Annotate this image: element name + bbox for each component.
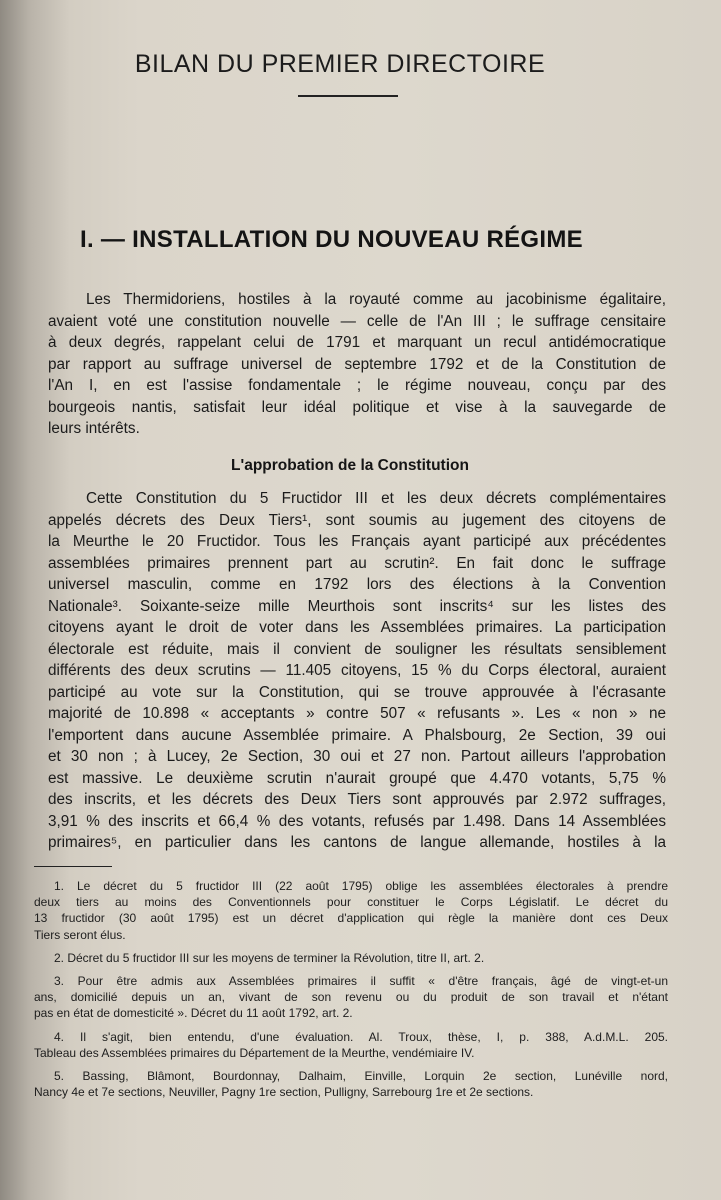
text-line: électorale est réduite, mais il convient de souligner les résultats sensiblement xyxy=(48,640,666,658)
footnote-line: ans, domicilié depuis un an, vivant de son revenu ou du produit de son travail et n'étant xyxy=(34,990,668,1005)
text-line: bourgeois nantis, satisfait leur idéal politique et vise à la sauvegarde de xyxy=(48,398,666,416)
text-line: différents des deux scrutins — 11.405 citoyens, 15 % du Corps électoral, auraient xyxy=(48,662,666,679)
footnote-line: 5. Bassing, Blâmont, Bourdonnay, Dalhaim, Einville, Lorquin 2e section, Lunéville nord, xyxy=(54,1069,668,1084)
text-line: Nationale³. Soixante-seize mille Meurthois sont inscrits⁴ sur les listes des xyxy=(48,597,666,615)
footnote-3 xyxy=(34,973,668,1022)
footnote-rule xyxy=(34,866,112,867)
footnote-line: 2. Décret du 5 fructidor III sur les moyens de terminer la Révolution, titre II, art. 2. xyxy=(54,950,485,965)
text-line: leurs intérêts. xyxy=(48,420,140,437)
text-line: par rapport au suffrage universel de septembre 1792 et de la Constitution de xyxy=(48,355,666,373)
footnote-line: 13 fructidor (30 août 1795) est un décret d'application qui règle la manière dont ces Deux xyxy=(34,911,668,926)
footnote-line: Tableau des Assemblées primaires du Département de la Meurthe, vendémiaire IV. xyxy=(34,1045,475,1060)
text-line: à deux degrés, rappelant celui de 1791 et marquant un recul antidémocratique xyxy=(48,334,666,351)
footnote-line: 1. Le décret du 5 fructidor III (22 août 1795) oblige les assemblées électorales à prendre xyxy=(54,879,668,893)
text-line: Les Thermidoriens, hostiles à la royauté comme au jacobinisme égalitaire, xyxy=(86,291,666,308)
footnotes xyxy=(34,878,668,1107)
text-line: des inscrits, et les décrets des Deux Tiers sont approuvés par 2.972 suffrages, xyxy=(48,791,666,808)
footnote-line: pas en état de domesticité ». Décret du 11 août 1792, art. 2. xyxy=(34,1006,353,1021)
text-line: majorité de 10.898 « acceptants » contre 507 « refusants ». Les « non » ne xyxy=(48,705,666,722)
subheading: L'approbation de la Constitution xyxy=(231,457,469,474)
text-line: citoyens ayant le droit de voter dans les Assemblées primaires. La participation xyxy=(48,619,666,636)
footnote-line: Tiers seront élus. xyxy=(34,927,126,942)
text-line: avaient voté une constitution nouvelle — celle de l'An III ; le suffrage censitaire xyxy=(48,312,666,330)
text-line: assemblées primaires prennent part au scrutin². En fait donc le suffrage xyxy=(48,554,666,572)
text-line: est massive. Le deuxième scrutin n'aurait groupé que 4.470 votants, 5,75 % xyxy=(48,769,666,787)
text-line: Cette Constitution du 5 Fructidor III et les deux décrets complémentaires xyxy=(86,490,666,507)
text-line: participé au vote sur la Constitution, qui se trouve approuvée à l'écrasante xyxy=(48,683,666,701)
text-line: l'emportent dans aucune Assemblée primaire. A Phalsbourg, 2e Section, 39 oui xyxy=(48,726,666,744)
text-line: la Meurthe le 20 Fructidor. Tous les Français ayant participé aux précédentes xyxy=(48,533,666,550)
title-rule xyxy=(298,95,398,97)
footnote-line: Nancy 4e et 7e sections, Neuviller, Pagny 1re section, Pulligny, Sarrebourg 1re et 2e sections. xyxy=(34,1085,534,1100)
body-paragraph xyxy=(48,488,666,854)
section-heading: I. — INSTALLATION DU NOUVEAU RÉGIME xyxy=(80,226,583,253)
text-line: 3,91 % des inscrits et 66,4 % des votants, refusés par 1.498. Dans 14 Assemblées xyxy=(48,812,666,830)
footnote-line: 3. Pour être admis aux Assemblées primaires il suffit « d'être français, âgé de vingt-et-un xyxy=(54,974,668,989)
text-line: universel masculin, comme en 1792 lors des élections à la Convention xyxy=(48,576,666,593)
text-line: primaires⁵, en particulier dans les cantons de langue allemande, hostiles à la xyxy=(48,834,666,851)
footnote-4 xyxy=(34,1029,668,1061)
footnote-5 xyxy=(34,1068,668,1100)
footnote-2 xyxy=(34,950,668,966)
running-title: BILAN DU PREMIER DIRECTOIRE xyxy=(134,50,546,78)
footnote-line: 4. Il s'agit, bien entendu, d'une évaluation. Al. Troux, thèse, I, p. 388, A.d.M.L. 205. xyxy=(54,1029,668,1044)
footnote-line: deux tiers au moins des Conventionnels pour constituer le Corps Législatif. Le décret du xyxy=(34,895,668,910)
text-line: l'An I, en est l'assise fondamentale ; le régime nouveau, conçu par des xyxy=(48,377,666,394)
footnote-1 xyxy=(34,878,668,943)
text-line: et 30 non ; à Lucey, 2e Section, 30 oui et 27 non. Partout ailleurs l'approbation xyxy=(48,748,666,765)
intro-paragraph xyxy=(48,289,666,440)
text-line: appelés décrets des Deux Tiers¹, sont soumis au jugement des citoyens de xyxy=(48,511,666,529)
